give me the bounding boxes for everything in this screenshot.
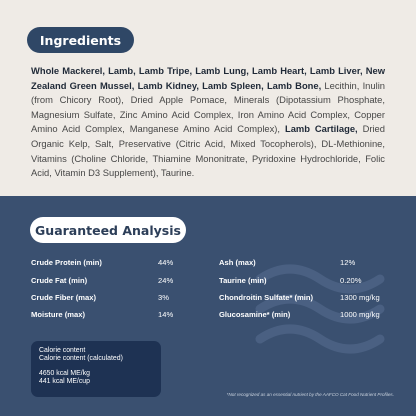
ingredients-section — [0, 0, 416, 196]
analysis-value-crude-fiber: 3% — [158, 293, 169, 302]
analysis-value-moisture: 14% — [158, 310, 174, 319]
analysis-value-taurine: 0.20% — [340, 276, 362, 285]
calorie-per-kg: 4650 kcal ME/kg — [39, 369, 90, 377]
analysis-value-crude-fat: 24% — [158, 276, 174, 285]
ingredients-heading: Ingredients — [27, 27, 134, 53]
analysis-label-chondroitin: Chondroitin Sulfate* (min) — [219, 293, 314, 302]
analysis-value-chondroitin: 1300 mg/kg — [340, 293, 380, 302]
aafco-footnote: *Not recognized as an essential nutrient by the AAFCO Cat Food Nutrient Profiles. — [226, 392, 394, 397]
calorie-calculated-label: Calorie content (calculated) — [39, 355, 123, 363]
analysis-value-crude-protein: 44% — [158, 258, 174, 267]
wave-decoration-icon — [250, 251, 390, 361]
ingredients-text-2: Dried Organic Kelp, Salt, Preservative (Citric Acid, Mixed Tocopherols), DL-Methionine, Vitamins (Choline Chloride, Thiamine Mononitrate, Pyridoxine Hydrochloride, Folic Acid, Vitamin D3 Supplement), Taurine. — [31, 123, 385, 179]
analysis-label-taurine: Taurine (min) — [219, 276, 267, 285]
analysis-label-crude-fat: Crude Fat (min) — [31, 276, 88, 285]
ingredients-text-1: Lecithin, Inulin (from Chicory Root), Dried Apple Pomace, Minerals (Dipotassium Phosphate, Magnesium Sulfate, Zinc Amino Acid Complex, Iron Amino Acid Complex, Copper Amino Acid Complex, Manganese Amino Acid Complex), — [31, 79, 385, 135]
analysis-label-ash: Ash (max) — [219, 258, 256, 267]
ingredients-bold-1: Whole Mackerel, Lamb, Lamb Tripe, Lamb Lung, Lamb Heart, Lamb Liver, New Zealand Green Mussel, Lamb Kidney, Lamb Spleen, Lamb Bone, — [31, 65, 385, 91]
guaranteed-analysis-heading: Guaranteed Analysis — [30, 217, 186, 243]
analysis-label-crude-protein: Crude Protein (min) — [31, 258, 102, 267]
calorie-label: Calorie content — [39, 347, 86, 354]
analysis-label-moisture: Moisture (max) — [31, 310, 86, 319]
ingredients-bold-2: Lamb Cartilage, — [284, 123, 358, 135]
analysis-label-crude-fiber: Crude Fiber (max) — [31, 293, 96, 302]
analysis-label-glucosamine: Glucosamine* (min) — [219, 310, 291, 319]
calorie-per-cup: 441 kcal ME/cup — [39, 378, 90, 386]
guaranteed-analysis-section — [0, 196, 416, 416]
ingredients-list — [31, 64, 385, 181]
analysis-value-glucosamine: 1000 mg/kg — [340, 310, 380, 319]
calorie-content-box — [31, 341, 161, 397]
analysis-value-ash: 12% — [340, 258, 356, 267]
